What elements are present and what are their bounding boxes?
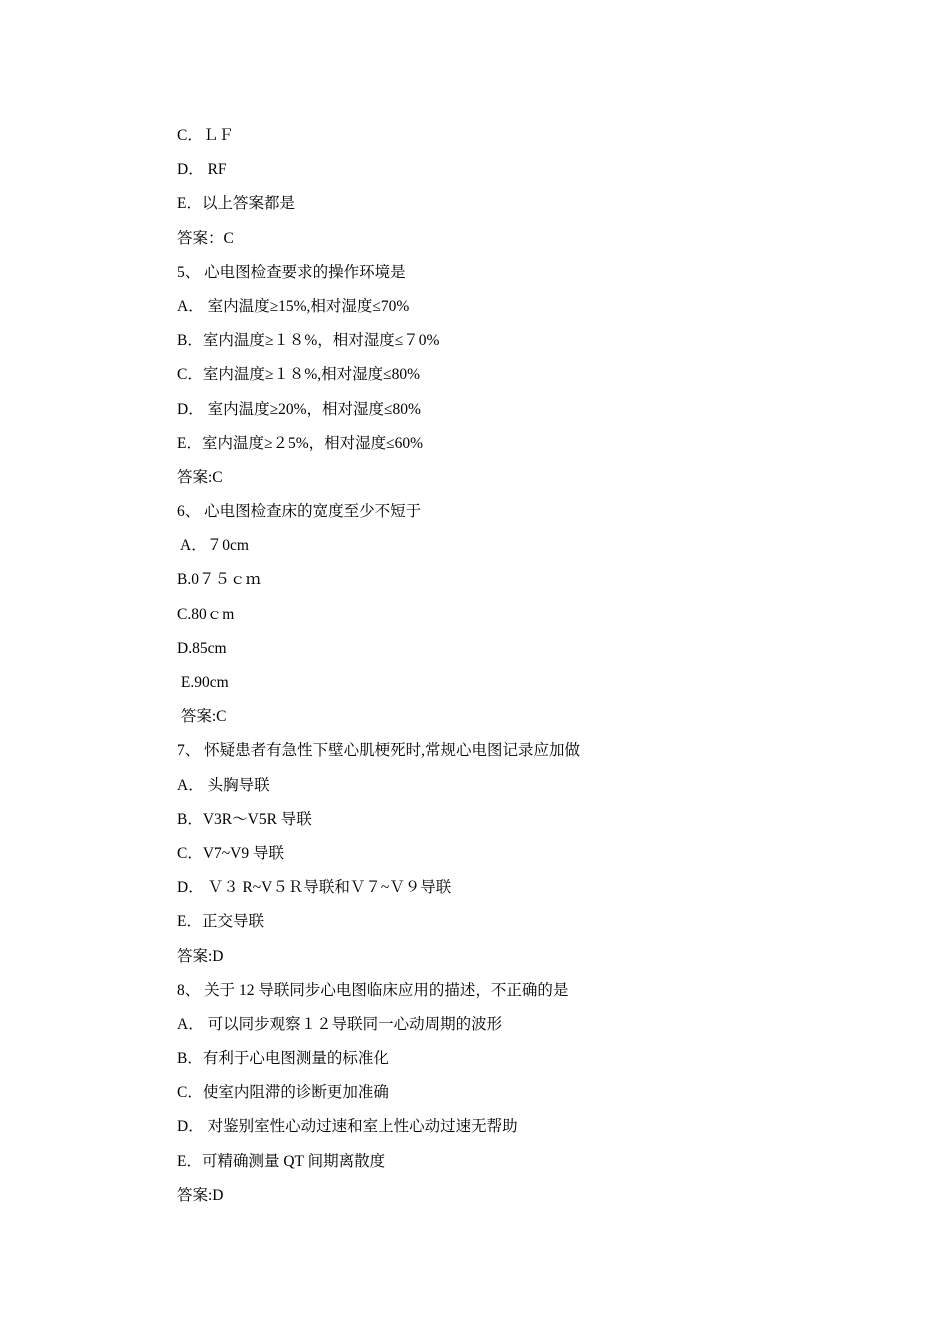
option-b-q5: B．室内温度≥１８%，相对湿度≤７0% <box>177 332 440 350</box>
answer-q5: 答案:C <box>177 468 223 486</box>
option-b-q8: B．有利于心电图测量的标准化 <box>177 1050 389 1068</box>
question-5: 5、 心电图检查要求的操作环境是 <box>177 263 406 281</box>
answer-q6: 答案:C <box>177 708 227 726</box>
option-c-q8: C．使室内阻滞的诊断更加准确 <box>177 1084 389 1102</box>
option-c-q4: C．ＬＦ <box>177 127 234 144</box>
option-a-q6: A．７0cm <box>177 537 249 555</box>
option-b-q7: B．V3R～V5R 导联 <box>177 810 312 828</box>
option-c-q7: C．V7~V9 导联 <box>177 844 284 862</box>
option-e-q5: E．室内温度≥２5%，相对湿度≤60% <box>177 434 424 452</box>
option-a-q7: A． 头胸导联 <box>177 776 270 794</box>
option-d-q4: D． RF <box>177 161 227 179</box>
answer-q8: 答案:D <box>177 1186 224 1204</box>
option-b-q6: B.0７５ｃｍ <box>177 571 261 589</box>
option-e-q6: E.90cm <box>177 674 229 691</box>
question-7: 7、 怀疑患者有急性下壁心肌梗死时,常规心电图记录应加做 <box>177 742 581 760</box>
option-d-q7: D． Ｖ３ R~V５Ｒ导联和Ｖ７~Ｖ９导联 <box>177 879 452 897</box>
question-6: 6、 心电图检查床的宽度至少不短于 <box>177 503 422 521</box>
option-d-q8: D． 对鉴别室性心动过速和室上性心动过速无帮助 <box>177 1118 518 1136</box>
answer-q4: 答案：C <box>177 229 234 247</box>
option-d-q6: D.85cm <box>177 639 227 657</box>
option-e-q8: E．可精确测量 QT 间期离散度 <box>177 1152 386 1170</box>
option-e-q4: E．以上答案都是 <box>177 195 295 213</box>
option-a-q8: A． 可以同步观察１２导联同一心动周期的波形 <box>177 1015 503 1033</box>
option-d-q5: D． 室内温度≥20%，相对湿度≤80% <box>177 400 421 418</box>
option-a-q5: A． 室内温度≥15%,相对湿度≤70% <box>177 297 410 315</box>
option-c-q5: C．室内温度≥１８%,相对湿度≤80% <box>177 366 421 384</box>
option-e-q7: E．正交导联 <box>177 913 264 931</box>
question-list <box>177 124 877 1218</box>
option-c-q6: C.80ｃm <box>177 605 235 623</box>
question-8: 8、 关于 12 导联同步心电图临床应用的描述，不正确的是 <box>177 981 569 999</box>
answer-q7: 答案:D <box>177 947 224 965</box>
